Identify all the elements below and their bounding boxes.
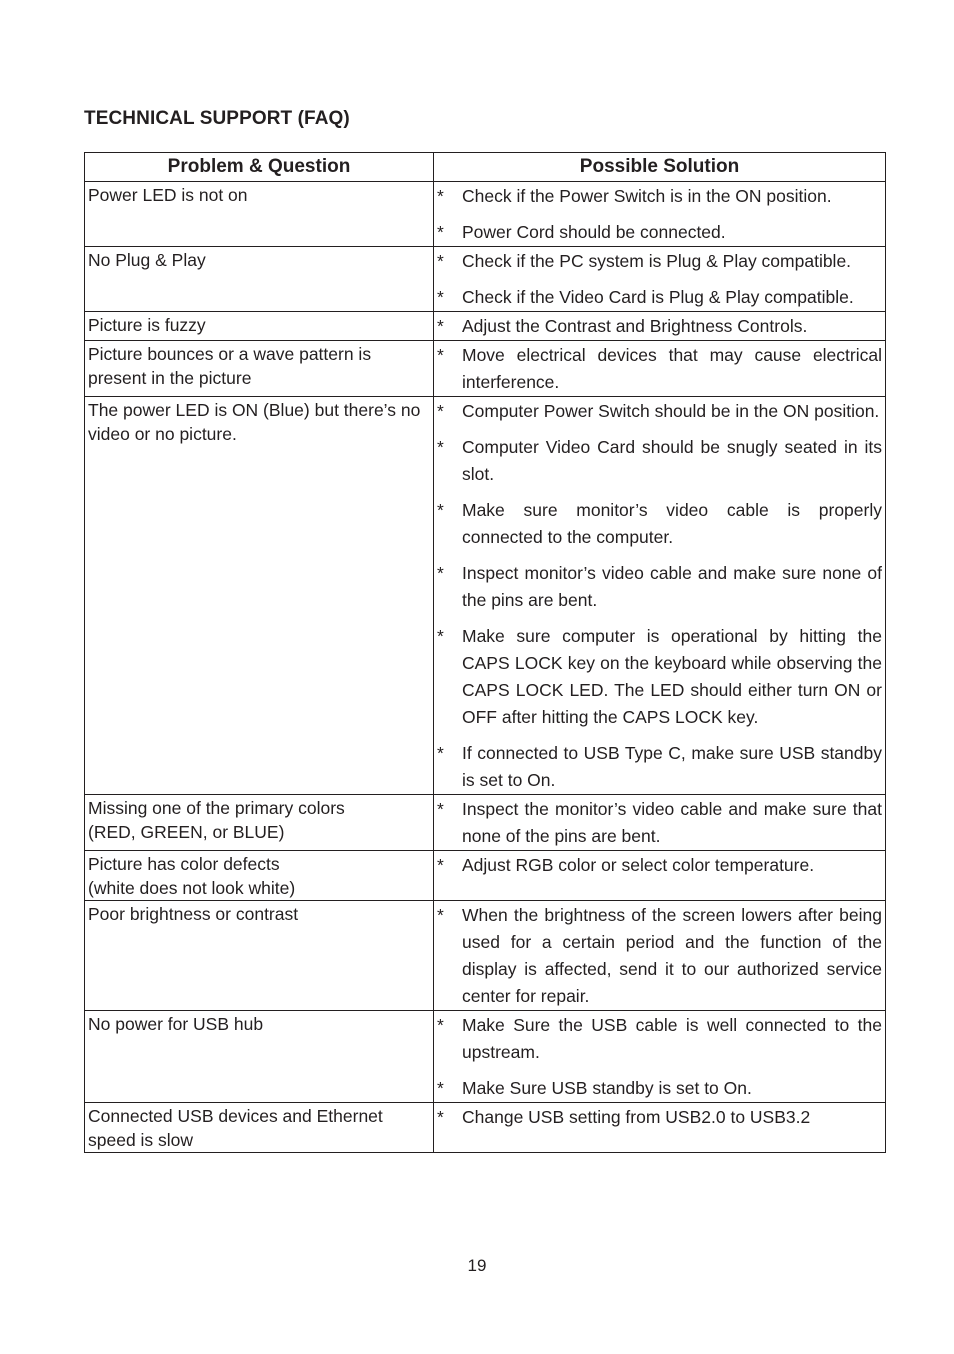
table-row — [85, 247, 886, 312]
table-row — [85, 1103, 886, 1153]
problem-text-line: (RED, GREEN, or BLUE) — [88, 822, 285, 842]
solution-text: Make sure computer is operational by hitting the CAPS LOCK key on the keyboard while observing the CAPS LOCK LED. The LED should either turn ON or OFF after hitting the CAPS LOCK key. — [462, 626, 882, 727]
solution-text: If connected to USB Type C, make sure USB standby is set to On. — [462, 743, 882, 790]
table-row — [85, 1011, 886, 1103]
faq-table-body — [85, 182, 886, 1153]
problem-text-line: (white does not look white) — [88, 878, 296, 898]
solution-cell — [434, 795, 886, 851]
table-row — [85, 312, 886, 341]
solution-cell — [434, 901, 886, 1011]
problem-text: Poor brightness or contrast — [88, 904, 299, 924]
bullet-asterisk: * — [437, 222, 444, 242]
problem-cell — [85, 901, 434, 1011]
solution-item — [437, 398, 882, 425]
solution-cell — [434, 851, 886, 901]
problem-text-line: Missing one of the primary colors — [88, 798, 345, 818]
solution-text: Check if the PC system is Plug & Play compatible. — [462, 251, 852, 271]
problem-text: Power LED is not on — [88, 185, 248, 205]
solution-text: Check if the Power Switch is in the ON position. — [462, 186, 832, 206]
solution-cell — [434, 1103, 886, 1153]
solution-item — [437, 183, 882, 210]
solution-cell — [434, 182, 886, 247]
solution-text: Adjust the Contrast and Brightness Controls. — [462, 316, 808, 336]
bullet-asterisk: * — [437, 905, 444, 925]
problem-cell — [85, 851, 434, 901]
bullet-asterisk: * — [437, 1078, 444, 1098]
solution-item — [437, 497, 882, 551]
problem-text: No power for USB hub — [88, 1014, 264, 1034]
solution-text: Make sure monitor’s video cable is properly connected to the computer. — [462, 500, 882, 547]
solution-item — [437, 342, 882, 396]
solution-text: When the brightness of the screen lowers after being used for a certain period and the function of the display is affected, send it to our authorized service center for repair. — [462, 905, 882, 1006]
solution-text: Inspect the monitor’s video cable and make sure that none of the pins are bent. — [462, 799, 882, 846]
bullet-asterisk: * — [437, 186, 444, 206]
bullet-asterisk: * — [437, 316, 444, 336]
problem-text: Connected USB devices and Ethernet speed is slow — [88, 1106, 383, 1150]
problem-cell — [85, 795, 434, 851]
solution-cell — [434, 1011, 886, 1103]
table-row — [85, 182, 886, 247]
solution-item — [437, 248, 882, 275]
solution-item — [437, 1075, 882, 1102]
solution-item — [437, 434, 882, 488]
table-row — [85, 341, 886, 397]
table-row — [85, 397, 886, 795]
bullet-asterisk: * — [437, 345, 444, 365]
solution-item — [437, 623, 882, 731]
bullet-asterisk: * — [437, 437, 444, 457]
solution-item — [437, 852, 882, 879]
bullet-asterisk: * — [437, 1015, 444, 1035]
page-number: 19 — [467, 1256, 487, 1275]
solution-text: Make Sure USB standby is set to On. — [462, 1078, 752, 1098]
solution-text: Power Cord should be connected. — [462, 222, 726, 242]
solution-text: Change USB setting from USB2.0 to USB3.2 — [462, 1107, 811, 1127]
bullet-asterisk: * — [437, 743, 444, 763]
problem-column-header: Problem & Question — [85, 153, 434, 182]
solution-item — [437, 796, 882, 850]
problem-cell — [85, 341, 434, 397]
table-header-row — [85, 153, 886, 182]
solution-cell — [434, 397, 886, 795]
solution-cell — [434, 341, 886, 397]
page-title: TECHNICAL SUPPORT (FAQ) — [84, 108, 350, 129]
solution-item — [437, 740, 882, 794]
problem-cell — [85, 312, 434, 341]
bullet-asterisk: * — [437, 500, 444, 520]
solution-item — [437, 284, 882, 311]
solution-cell — [434, 312, 886, 341]
solution-text: Adjust RGB color or select color temperature. — [462, 855, 815, 875]
problem-text: No Plug & Play — [88, 250, 206, 270]
table-row — [85, 851, 886, 901]
table-row — [85, 901, 886, 1011]
solution-text: Inspect monitor’s video cable and make sure none of the pins are bent. — [462, 563, 882, 610]
solution-text: Make Sure the USB cable is well connected to the upstream. — [462, 1015, 882, 1062]
table-row — [85, 795, 886, 851]
solution-text: Check if the Video Card is Plug & Play compatible. — [462, 287, 854, 307]
problem-cell — [85, 182, 434, 247]
problem-text-line: Picture has color defects — [88, 854, 280, 874]
problem-text: Picture is fuzzy — [88, 315, 206, 335]
bullet-asterisk: * — [437, 855, 444, 875]
solution-column-header: Possible Solution — [434, 153, 886, 182]
problem-text: The power LED is ON (Blue) but there’s no video or no picture. — [88, 400, 421, 444]
solution-item — [437, 1104, 882, 1131]
problem-cell — [85, 397, 434, 795]
solution-item — [437, 1012, 882, 1066]
problem-text: Picture bounces or a wave pattern is present in the picture — [88, 344, 372, 388]
problem-cell — [85, 1011, 434, 1103]
bullet-asterisk: * — [437, 626, 444, 646]
solution-item — [437, 560, 882, 614]
faq-table — [84, 152, 886, 1153]
bullet-asterisk: * — [437, 251, 444, 271]
problem-cell — [85, 1103, 434, 1153]
solution-item — [437, 902, 882, 1010]
bullet-asterisk: * — [437, 287, 444, 307]
bullet-asterisk: * — [437, 401, 444, 421]
problem-cell — [85, 247, 434, 312]
bullet-asterisk: * — [437, 1107, 444, 1127]
bullet-asterisk: * — [437, 799, 444, 819]
solution-cell — [434, 247, 886, 312]
bullet-asterisk: * — [437, 563, 444, 583]
solution-text: Move electrical devices that may cause electrical interference. — [462, 345, 882, 392]
solution-text: Computer Power Switch should be in the ON position. — [462, 401, 880, 421]
solution-item — [437, 219, 882, 246]
solution-text: Computer Video Card should be snugly seated in its slot. — [462, 437, 882, 484]
solution-item — [437, 313, 882, 340]
